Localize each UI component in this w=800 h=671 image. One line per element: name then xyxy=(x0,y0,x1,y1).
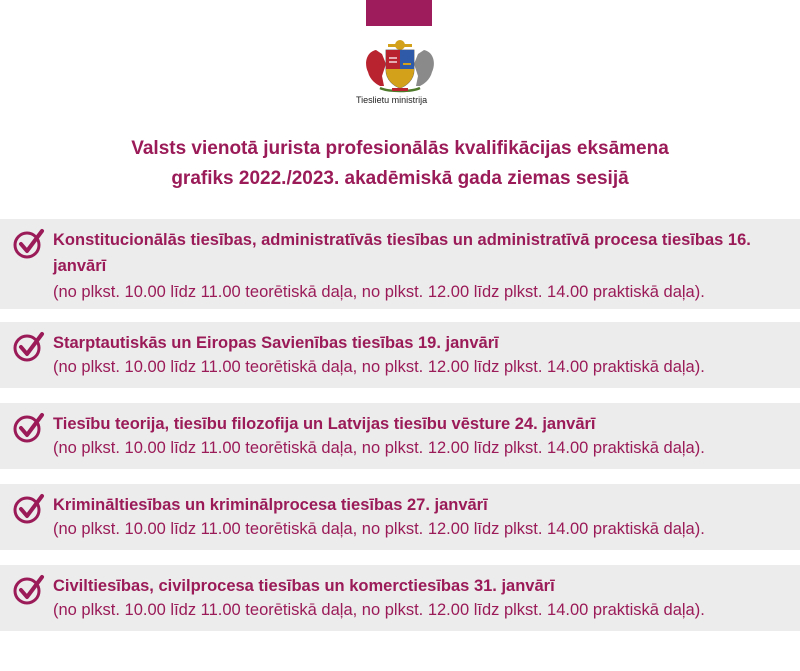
exam-time: (no plkst. 10.00 līdz 11.00 teorētiskā daļa, no plkst. 12.00 līdz plkst. 14.00 praktiskā daļa). xyxy=(53,358,705,376)
exam-title: Starptautiskās un Eiropas Savienības tiesības 19. janvārī xyxy=(53,334,499,352)
exam-title: Civiltiesības, civilprocesa tiesības un komerctiesības 31. janvārī xyxy=(53,577,555,595)
ministry-name: Tieslietu ministrija xyxy=(356,95,428,105)
check-circle-icon xyxy=(12,411,46,445)
check-circle-icon xyxy=(12,573,46,607)
title-line-1: Valsts vienotā jurista profesionālās kvalifikācijas eksāmena xyxy=(131,138,669,159)
exam-time: (no plkst. 10.00 līdz 11.00 teorētiskā daļa, no plkst. 12.00 līdz plkst. 14.00 praktiskā daļa). xyxy=(53,601,705,619)
exam-title: Krimināltiesības un kriminālprocesa tiesības 27. janvārī xyxy=(53,496,488,514)
check-circle-icon xyxy=(12,330,46,364)
exam-time: (no plkst. 10.00 līdz 11.00 teorētiskā daļa, no plkst. 12.00 līdz plkst. 14.00 praktiskā daļa). xyxy=(53,439,705,457)
exam-time: (no plkst. 10.00 līdz 11.00 teorētiskā daļa, no plkst. 12.00 līdz plkst. 14.00 praktiskā daļa). xyxy=(53,283,705,301)
exam-time: (no plkst. 10.00 līdz 11.00 teorētiskā daļa, no plkst. 12.00 līdz plkst. 14.00 praktiskā daļa). xyxy=(53,520,705,538)
page-title xyxy=(40,134,760,194)
exam-title: Konstitucionālās tiesības, administratīvās tiesības un administratīvā procesa tiesības 16. janvārī xyxy=(53,231,751,275)
title-line-2: grafiks 2022./2023. akadēmiskā gada ziemas sesijā xyxy=(171,168,629,189)
exam-item xyxy=(0,484,800,550)
exam-item xyxy=(0,219,800,309)
check-circle-icon xyxy=(12,492,46,526)
check-circle-icon xyxy=(12,227,46,261)
coat-of-arms-icon xyxy=(358,36,442,94)
exam-item xyxy=(0,322,800,388)
exam-title: Tiesību teorija, tiesību filozofija un Latvijas tiesību vēsture 24. janvārī xyxy=(53,415,596,433)
top-accent-bar xyxy=(366,0,432,26)
exam-item xyxy=(0,565,800,631)
exam-item xyxy=(0,403,800,469)
